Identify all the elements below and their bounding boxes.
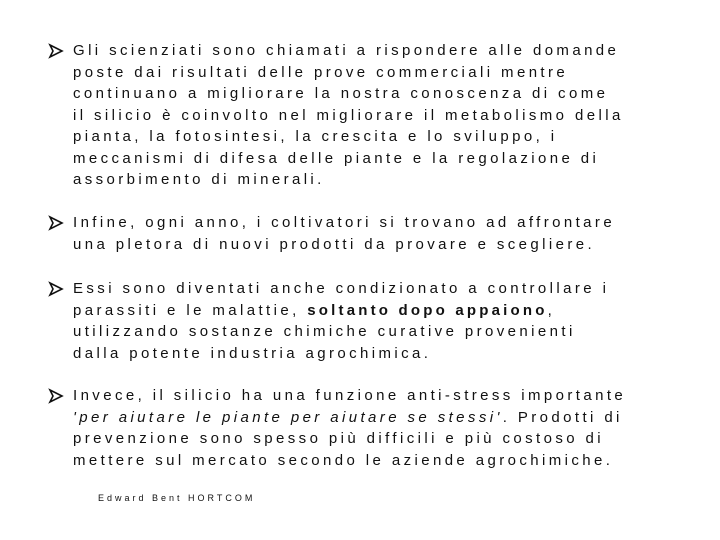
arrow-bullet-icon [48,385,66,405]
bullet-2-text [73,212,683,255]
bullet-1-line-1: Gli scienziati sono chiamati a rispondere alle domande [73,42,620,59]
bullet-3-line-3: utilizzando sostanze chimiche curative provenienti [73,323,576,340]
bullet-1-line-6: meccanismi di difesa delle piante e la regolazione di [73,149,600,167]
bullet-2-line-1: Infine, ogni anno, i coltivatori si trovano ad affrontare [73,214,616,231]
bullet-1-line-3: continuano a migliorare la nostra conoscenza di come [73,85,609,102]
author-credit: Edward Bent HORTCOM [98,493,256,503]
bullet-3-line-1: Essi sono diventati anche condizionato a controllare i [73,280,610,297]
bullet-3-line-2-start: parassiti e le malattie, [73,301,308,319]
bullet-4-text [73,385,683,471]
bullet-3-emphasis: soltanto dopo appaiono [307,301,548,319]
arrow-bullet-icon [48,278,66,298]
bullet-1-line-2: poste dai risultati delle prove commerciali mentre [73,63,569,81]
bullet-2-line-2: una pletora di nuovi prodotti da provare e scegliere. [73,235,596,253]
bullet-1-line-7: assorbimento di minerali. [73,171,325,188]
bullet-4-quote: 'per aiutare le piante per aiutare se stessi' [73,408,503,426]
bullet-1-line-4: il silicio è coinvolto nel migliorare il metabolismo della [73,106,624,124]
bullet-4-line-2 [73,407,683,429]
bullet-1-line-5: pianta, la fotosintesi, la crescita e lo sviluppo, i [73,128,558,145]
bullet-3-line-2-end: , [547,301,556,319]
bullet-4-line-3: prevenzione sono spesso più difficili e più costoso di [73,430,605,447]
bullet-1-text [73,40,683,191]
arrow-bullet-icon [48,40,66,60]
bullet-3-line-2 [73,300,683,322]
bullet-3-text [73,278,683,364]
bullet-4-line-4: mettere sul mercato secondo le aziende agrochimiche. [73,451,614,469]
bullet-4-line-2-end: . Prodotti di [502,408,623,426]
arrow-bullet-icon [48,212,66,232]
bullet-3-line-4: dalla potente industria agrochimica. [73,344,432,362]
bullet-4-line-1: Invece, il silicio ha una funzione anti-stress importante [73,387,627,404]
